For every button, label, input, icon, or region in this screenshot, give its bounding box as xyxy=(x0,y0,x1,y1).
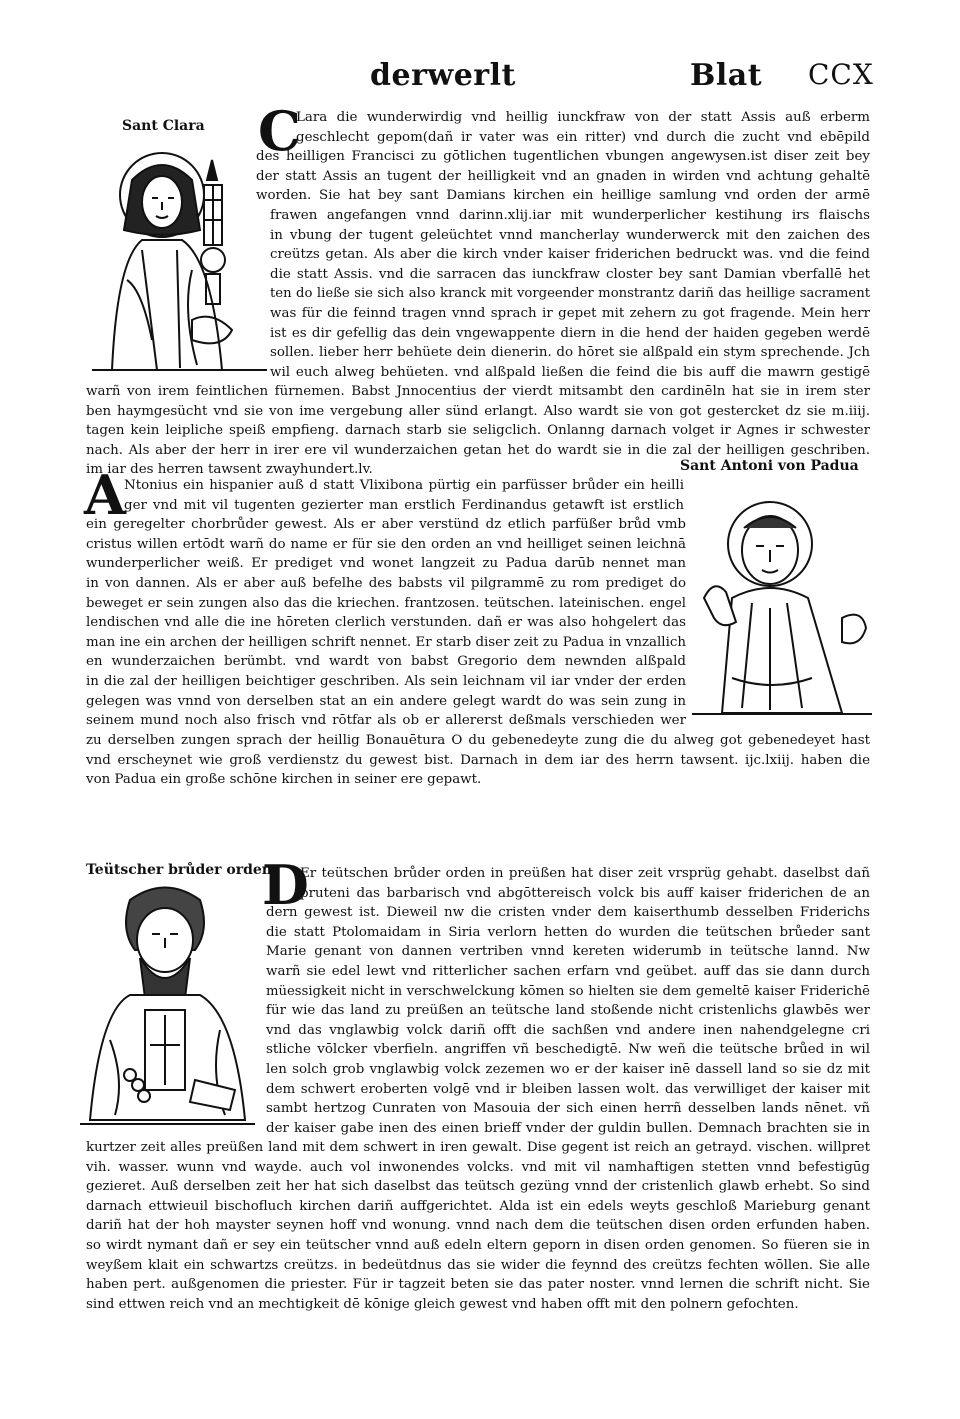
antoni-dropcap: A xyxy=(84,463,126,527)
text-line: Lara die wunderwirdig vnd heillig iunckfraw von der statt Assis auß erberm xyxy=(296,110,870,125)
text-line: ist es dir gefellig das dein vngewappente diern in die hend der haiden gegeben werdē xyxy=(270,325,870,341)
antoni-label: Sant Antoni von Padua xyxy=(680,458,859,474)
text-line: man ine ein archen der heilligen schrift nennet. Er starb diser zeit zu Padua in vnzallich xyxy=(86,634,686,650)
folio-number: CCX xyxy=(808,58,874,91)
orden-text-bottom xyxy=(86,1138,870,1314)
text-line: ten do ließe sie sich also kranck mit vorgeender monstrantz dariñ das heillige sacrament xyxy=(270,286,870,302)
text-line: vnd das vnglawbig volck dariñ offt die sachßen vnd andere inen nahendgelegne cri xyxy=(266,1022,870,1038)
text-line: müessigkeit nicht in verschwelckung kōmen so hielten sie dem gemeltē kaiser Friderichē xyxy=(266,983,870,999)
text-line: nach. Als aber der herr in irer ere vil wunderzaichen getan het do wardt sie in die zal der heilligen geschriben. xyxy=(86,442,870,458)
text-line: sollen. lieber herr behüete dein dienerin. do hōret sie alßpald ein stym sprechende. Jch xyxy=(270,345,870,361)
text-line: des heilligen Francisci zu gōtlichen tugentlichen vbungen angewysen.ist diser zeit bey xyxy=(256,149,870,165)
text-line: warñ sie edel lewt vnd ritterlicher sachen erfarn vnd geübet. auff das sie dann durch xyxy=(266,963,870,979)
text-line: dern gewest ist. Dieweil nw die cristen vnder dem kaiserthumb desselben Friderichs xyxy=(266,905,870,921)
clara-dropcap: C xyxy=(258,99,301,163)
text-line: die statt Ptolomaidam in Siria verlorn hetten do wurden die teütschen brůeder sant xyxy=(266,924,870,940)
text-line: für wie das land zu preüßen an teütsche land stoßende nicht cristenlichs glawbēs wer xyxy=(266,1003,870,1019)
antoni-text-bottom xyxy=(86,731,870,790)
text-line: dem schwert eroberten volgē vnd ir bleiben lassen wolt. das verwilliget der kaiser mit xyxy=(266,1081,870,1097)
text-line: in vbung der tugent geleüchtet vnnd mancherlay wunderwerck mit den zaichen des xyxy=(270,227,870,243)
text-line: dariñ hat der hoh mayster seynen hoff vnd wonung. vnnd nach dem die teütschen disen orden erfunden haben. xyxy=(86,1218,870,1234)
text-line: Ntonius ein hispanier auß d statt Vlixibona pürtig ein parfüsser brůder ein heilli xyxy=(124,478,684,493)
running-head-left: derwerlt xyxy=(370,58,516,93)
text-line: gezieret. Auß derselben zeit her hat sich daselbst das teütsch gezüng vnnd der cristenlich glawb erhebt. So sind xyxy=(86,1179,870,1195)
text-line: was für die feinnd tragen vnnd sprach ir gepet mit zehern zu got fragende. Mein herr xyxy=(270,305,870,321)
text-line: pruteni das barbarisch vnd abgōttereisch volck bis auff kaiser friderichen de an xyxy=(300,885,870,901)
text-line: stliche vōlcker vberfieln. angriffen vñ beschedigtē. Nw weñ die teütsche brůed in wil xyxy=(266,1042,870,1058)
text-line: worden. Sie hat bey sant Damians kirchen ein heillige samlung vnd orden der armē xyxy=(256,188,870,204)
text-line: ger vnd mit vil tugenten gezierter man erstlich Ferdinandus getawft ist erstlich xyxy=(124,497,684,513)
clara-woodcut-icon xyxy=(82,140,272,375)
text-line: sambt hertzog Cunraten von Masouia der sich einen herrñ desselben lands nēnet. vñ xyxy=(266,1101,870,1117)
text-line: in von dannen. Als er aber auß befelhe des babsts vil pilgrammē zu rom prediget do xyxy=(86,575,686,591)
text-line: wil euch alweg behüeten. vnd alßpald ließen die feind die bis auff die mawrn gestigē xyxy=(270,364,870,380)
text-line: cristus willen ertōdt warñ do name er für sie den orden an vnd heilliget seinen leichnā xyxy=(86,536,686,552)
orden-dropcap: D xyxy=(262,853,309,917)
text-line: im iar des herren tawsent zwayhundert.lv. xyxy=(86,462,373,478)
text-line: creützs getan. Als aber die kirch vnder kaiser friderichen bedruckt was. vnd die feind xyxy=(270,247,870,263)
text-line: Marie genant von dannen vertriben vnnd kereten widerumb in teütsche lannd. Nw xyxy=(266,944,870,960)
text-line: von Padua ein große schōne kirchen in seiner ere gepawt. xyxy=(86,772,482,788)
knight-woodcut-icon xyxy=(70,880,260,1130)
text-line: beweget er sein zungen also das die kriechen. frantzosen. teütschen. lateinischen. engel xyxy=(86,595,686,611)
text-line: en wunderzaichen berümbt. vnd wardt von babst Gregorio dem newnden alßpald xyxy=(86,654,686,670)
text-line: darnach ettwieuil bischofluch kirchen dariñ auffgerichtet. Alda ist ein edels weyts geschloß Marieburg genant xyxy=(86,1198,870,1214)
text-line: der kaiser gabe inen des einen brieff vnder der guldin bullen. Demnach brachten sie in xyxy=(266,1120,870,1136)
text-line: ben haymgesücht vnd sie von ime vergebung aller sünd erlangt. Also wardt sie von got gestercket dz sie m.iiij. xyxy=(86,403,870,419)
clara-text-top xyxy=(256,108,870,382)
text-line: wunderperlicher weiß. Er prediget vnd wonet langzeit zu Padua darūb nennet man xyxy=(86,556,686,572)
antoni-woodcut-icon xyxy=(692,478,872,718)
text-line: der statt Assis an tugent der heilligkeit vnd an gnaden in wirden vnd achtung gehaltē xyxy=(256,168,870,184)
text-line: Er teütschen brůder orden in preüßen hat diser zeit vrsprüg gehabt. daselbst dañ xyxy=(300,866,870,881)
text-line: haben pert. außgenomen die priester. Für ir tagzeit beten sie das pater noster. vnnd lernen die schrift nicht. Sie xyxy=(86,1277,870,1293)
text-line: vih. wasser. wunn vnd wayde. auch vol inwonendes volcks. vnd mit vil namhaftigen stetten vnnd befestigūg xyxy=(86,1159,870,1175)
text-line: tagen kein leipliche speiß empfieng. darnach starb sie seligclich. Onlanng darnach volget ir Agnes ir schwester xyxy=(86,423,870,439)
text-line: sind ettwen reich vnd an mechtigkeit dē kōnige gleich gewest vnd haben offt mit den polnern gefochten. xyxy=(86,1296,799,1312)
orden-text-side xyxy=(266,864,870,1138)
text-line: die statt Assis. vnd die sarracen das iunckfraw closter bey sant Damian vberfallē het xyxy=(270,266,870,282)
text-line: weyßem klait ein schwartzs creützs. in bedeütdnus das sie wider die feynnd des creützs fechten wōllen. Sie alle xyxy=(86,1257,870,1273)
text-line: geschlecht gepom(dañ ir vater was ein ritter) vnd durch die zucht vnd ebēpild xyxy=(296,129,870,145)
text-line: lendischen vnd alle die ine hōreten clerlich verstunden. dañ er was also hohgelert das xyxy=(86,615,686,631)
text-line: vnd erscheynet wie groß verdienstz du gewest bist. Darnach in dem iar des herrn tawsent. ijc.lxiij. haben die xyxy=(86,752,870,768)
orden-label: Teütscher brůder orden xyxy=(86,862,272,878)
text-line: kurtzer zeit alles preüßen land mit dem schwert in iren gewalt. Dise gegent ist reich an getrayd. vischen. willpret xyxy=(86,1140,870,1155)
text-line: so wirdt nymant dañ er sey ein teütscher vnnd auß edeln eltern geporn in disen orden genomen. So füeren sie in xyxy=(86,1237,870,1253)
text-line: gelegen was vnnd von derselben stat an ein andere gelegt wardt do was sein zung in xyxy=(86,693,686,709)
clara-label: Sant Clara xyxy=(122,118,205,134)
antoni-text-side xyxy=(86,476,686,731)
text-line: in die zal der heilligen beichtiger geschriben. Als sein leichnam vil iar vnder der erden xyxy=(86,673,686,689)
text-line: seinem mund noch also frisch vnd rōtfar als ob er allererst deßmals verschieden wer xyxy=(86,713,686,729)
text-line: warñ von irem feintlichen fürnemen. Babst Jnnocentius der vierdt mitsambt den cardinēln hat sie in irem ster xyxy=(86,384,870,399)
text-line: zu derselben zungen sprach der heillig Bonauētura O du gebenedeyte zung die du alweg got gebenedeyet hast xyxy=(86,733,870,748)
text-line: frawen angefangen vnnd darinn.xlij.iar mit wunderperlicher kestihung irs flaischs xyxy=(270,207,870,223)
running-head-center: Blat xyxy=(690,58,763,93)
text-line: len solch grob vnglawbig volck zezemen wo er der kaiser inē dassell land so sie dz mit xyxy=(266,1061,870,1077)
text-line: ein geregelter chorbrůder gewest. Als er aber verstünd dz etlich parfüßer brůd vmb xyxy=(86,517,686,533)
